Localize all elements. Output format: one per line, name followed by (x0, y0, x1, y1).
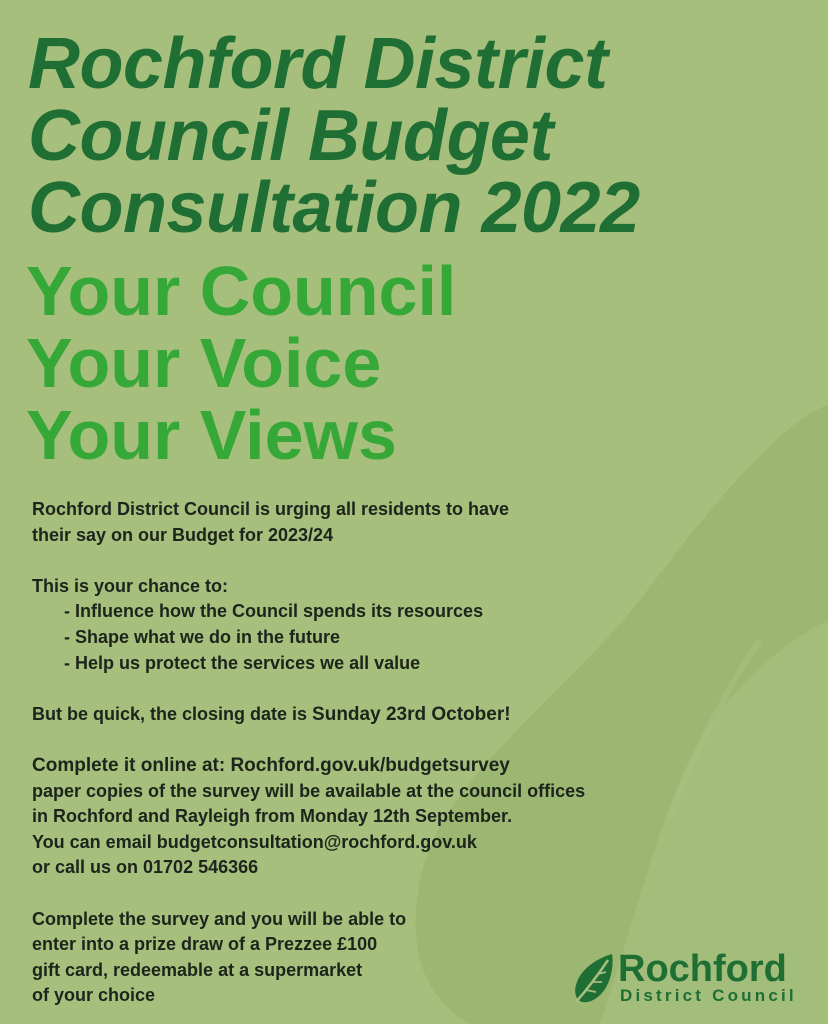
intro-line-1: Rochford District Council is urging all residents to have (32, 499, 510, 519)
chance-item: - Shape what we do in the future (64, 626, 341, 647)
chance-heading: This is your chance to: (32, 575, 229, 596)
online-line: in Rochford and Rayleigh from Monday 12th September. (32, 806, 513, 827)
leaf-icon (572, 952, 616, 1004)
tagline-line-3: Your Views (26, 396, 397, 474)
online-heading: Complete it online at: Rochford.gov.uk/budgetsurvey (32, 754, 510, 776)
intro-line-2: their say on our Budget for 2023/24 (32, 524, 334, 545)
title-line-2: Council Budget (28, 96, 553, 176)
closing-date: Sunday 23rd October! (312, 703, 511, 725)
prize-line: gift card, redeemable at a supermarket (32, 959, 363, 980)
closing-line (32, 702, 792, 728)
online-line: paper copies of the survey will be available at the council offices (32, 780, 586, 801)
title-line-3: Consultation 2022 (28, 168, 640, 248)
closing-prefix: But be quick, the closing date is (32, 703, 313, 724)
logo-name: Rochford (618, 948, 787, 990)
tagline (26, 252, 457, 474)
page-title (28, 24, 640, 248)
chance-list (32, 599, 792, 676)
tagline-line-1: Your Council (26, 252, 457, 330)
chance-item: - Help us protect the services we all value (64, 652, 421, 673)
title-line-1: Rochford District (28, 24, 608, 104)
tagline-line-2: Your Voice (26, 324, 382, 402)
chance-item: - Influence how the Council spends its resources (64, 601, 484, 622)
council-logo (572, 948, 812, 1008)
body-text (32, 497, 792, 1009)
prize-line: Complete the survey and you will be able to (32, 908, 407, 929)
prize-line: of your choice (32, 985, 156, 1006)
phone-line: or call us on 01702 546366 (32, 857, 259, 878)
email-line: You can email budgetconsultation@rochford.gov.uk (32, 831, 477, 852)
prize-line: enter into a prize draw of a Prezzee £100 (32, 934, 378, 955)
logo-subtitle: District Council (620, 986, 797, 1005)
